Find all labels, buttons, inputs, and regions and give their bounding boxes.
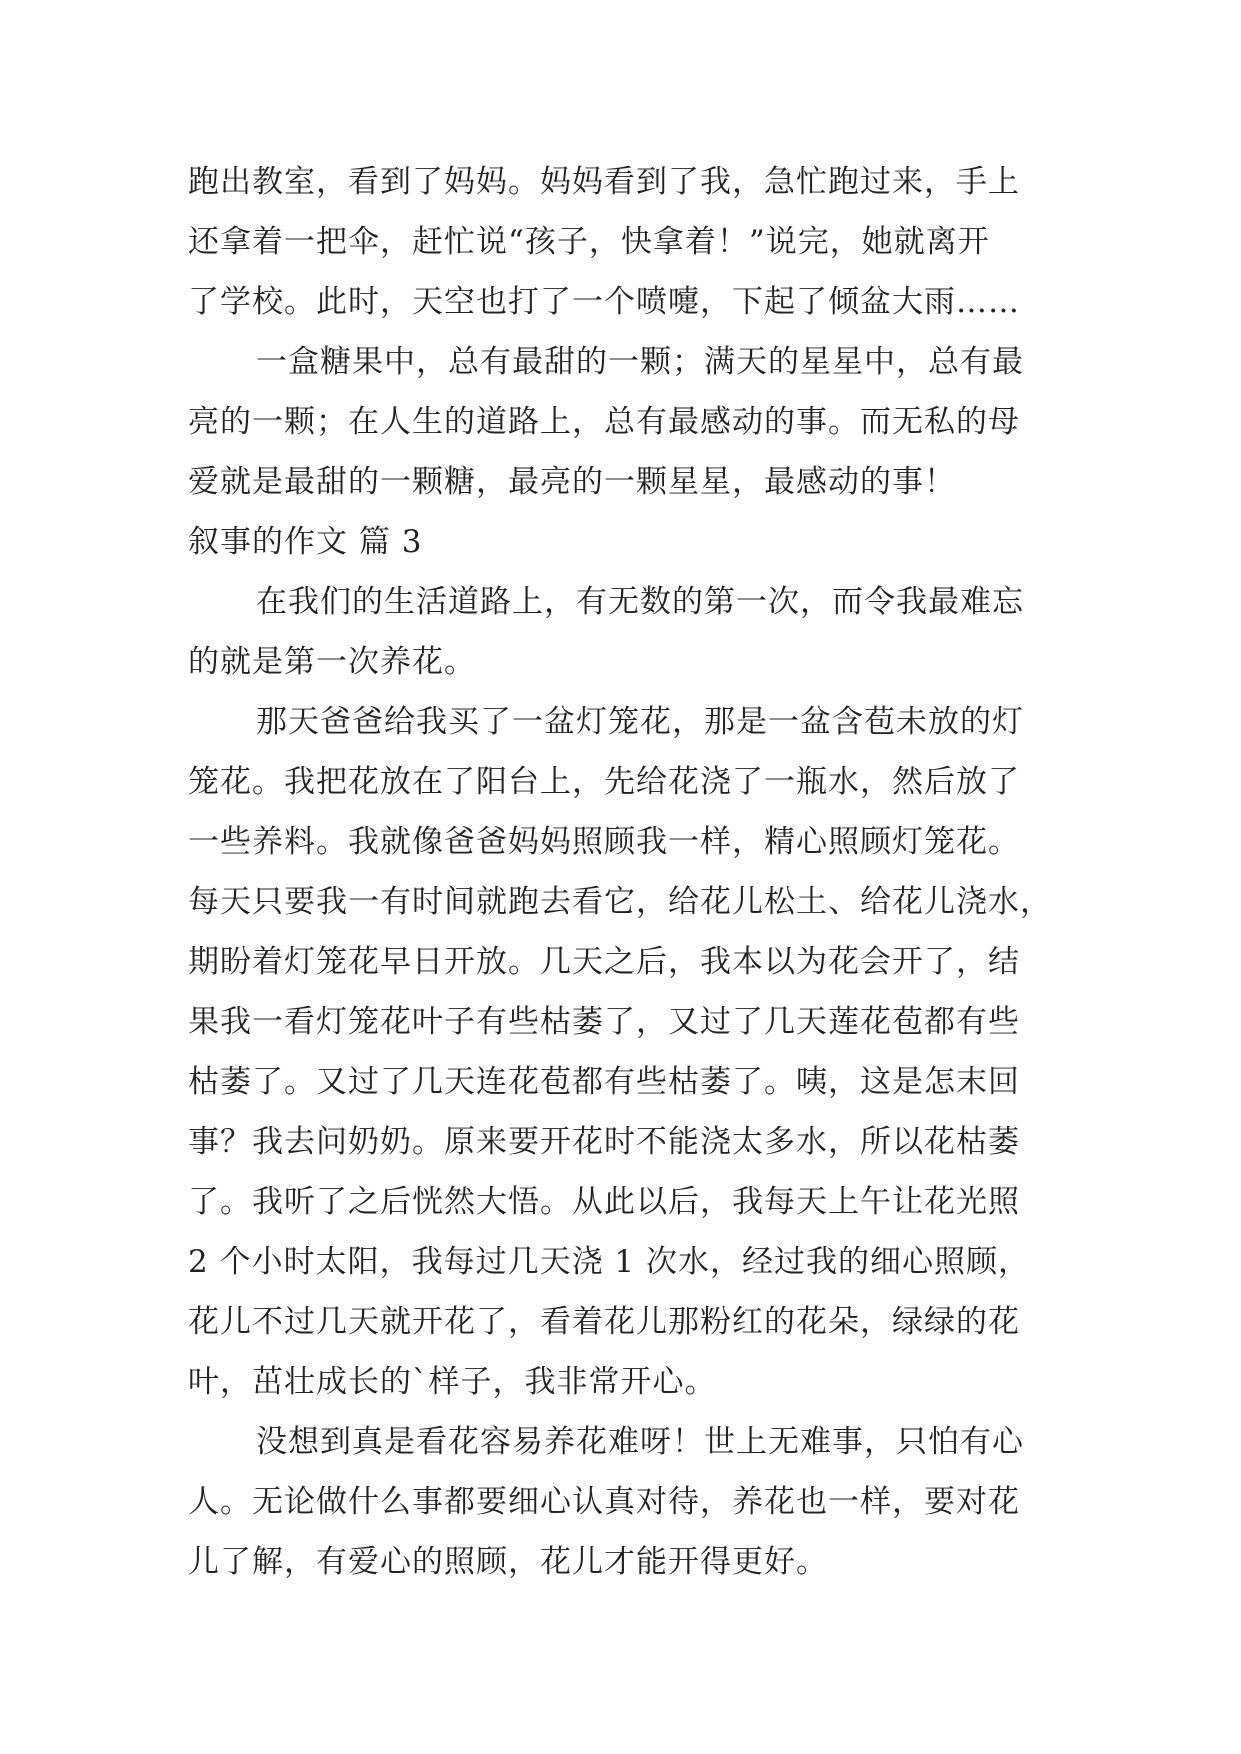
- text-line: 期盼着灯笼花早日开放。几天之后，我本以为花会开了，结: [188, 944, 1020, 980]
- text-line: 还拿着一把伞，赶忙说“孩子，快拿着！”说完，她就离开: [188, 224, 990, 260]
- text-line: 果我一看灯笼花叶子有些枯萎了，又过了几天莲花苞都有些: [188, 1004, 1020, 1040]
- essay-text: [188, 152, 1068, 1592]
- text-line: 笼花。我把花放在了阳台上，先给花浇了一瓶水，然后放了: [188, 764, 1020, 800]
- text-line: 每天只要我一有时间就跑去看它，给花儿松土、给花儿浇水，: [188, 884, 1052, 920]
- text-line: 儿了解，有爱心的照顾，花儿才能开得更好。: [188, 1544, 828, 1580]
- text-line: 花儿不过几天就开花了，看着花儿那粉红的花朵，绿绿的花: [188, 1304, 1020, 1340]
- text-line: 2 个小时太阳，我每过几天浇 1 次水，经过我的细心照顾，: [188, 1244, 1031, 1280]
- text-line: 了学校。此时，天空也打了一个喷嚏，下起了倾盆大雨……: [188, 284, 1020, 320]
- paragraph-start-line: 那天爸爸给我买了一盆灯笼花，那是一盆含苞未放的灯: [256, 704, 1024, 740]
- text-line: 事？我去问奶奶。原来要开花时不能浇太多水，所以花枯萎: [188, 1124, 1020, 1160]
- text-line: 一些养料。我就像爸爸妈妈照顾我一样，精心照顾灯笼花。: [188, 824, 1020, 860]
- text-line: 人。无论做什么事都要细心认真对待，养花也一样，要对花: [188, 1484, 1020, 1520]
- text-line: 的就是第一次养花。: [188, 644, 476, 680]
- text-line: 跑出教室，看到了妈妈。妈妈看到了我，急忙跑过来，手上: [188, 164, 1020, 200]
- paragraph-start-line: 一盒糖果中，总有最甜的一颗；满天的星星中，总有最: [256, 344, 1024, 380]
- text-line: 爱就是最甜的一颗糖，最亮的一颗星星，最感动的事！: [188, 464, 956, 500]
- section-heading: 叙事的作文 篇 3: [188, 524, 423, 560]
- text-line: 亮的一颗；在人生的道路上，总有最感动的事。而无私的母: [188, 404, 1020, 440]
- text-line: 叶，茁壮成长的`样子，我非常开心。: [188, 1364, 717, 1400]
- paragraph-start-line: 没想到真是看花容易养花难呀！世上无难事，只怕有心: [256, 1424, 1024, 1460]
- paragraph-start-line: 在我们的生活道路上，有无数的第一次，而令我最难忘: [256, 584, 1024, 620]
- text-line: 了。我听了之后恍然大悟。从此以后，我每天上午让花光照: [188, 1184, 1020, 1220]
- text-line: 枯萎了。又过了几天连花苞都有些枯萎了。咦，这是怎末回: [188, 1064, 1020, 1100]
